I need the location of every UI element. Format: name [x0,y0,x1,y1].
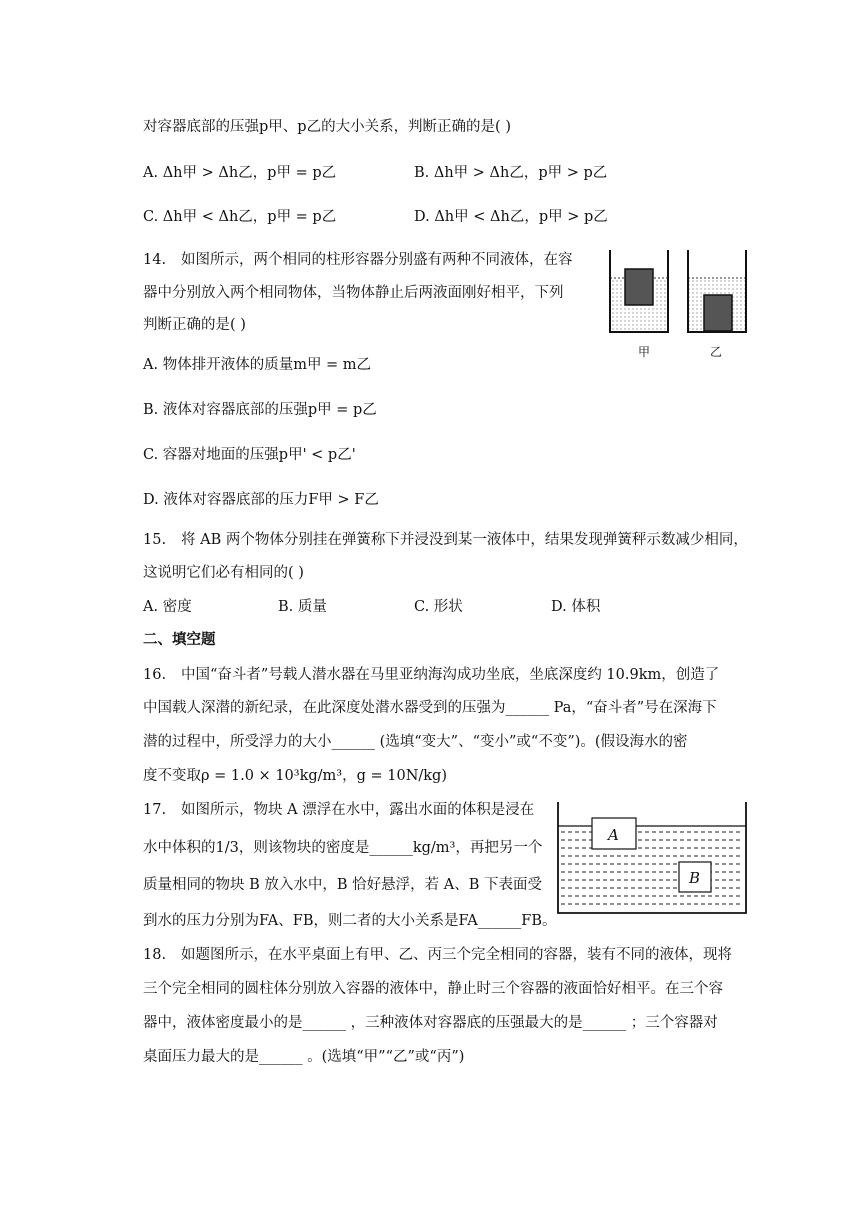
q18-line-1 [143,945,732,965]
q18-line-3: 器中，液体密度最小的是______ ，三种液体对容器底的压强最大的是______ ；三个容器对 [143,1015,718,1031]
q16-line-3: 潜的过程中，所受浮力的大小______ (选填“变大”、“变小”或“不变”)。(假设海水的密 [143,734,688,750]
q16-line-1 [143,665,719,685]
q15-option-d: D. 体积 [551,599,601,615]
q14-object-yi [704,295,732,331]
q14-text-1: 如图所示，两个相同的柱形容器分别盛有两种不同液体，在容 [181,252,573,268]
q13-option-a: A. Δh甲 > Δh乙，p甲 = p乙 [143,165,337,181]
q18-number: 18. [143,947,167,963]
q18-text-1: 如题图所示，在水平桌面上有甲、乙、丙三个完全相同的容器，装有不同的液体，现将 [181,947,732,963]
q14-option-c: C. 容器对地面的压强p甲' < p乙' [143,447,356,463]
q15-line-1 [143,530,748,550]
q17-line-3: 质量相同的物块 B 放入水中，B 恰好悬浮，若 A、B 下表面受 [143,877,542,893]
q13-option-d: D. Δh甲 < Δh乙，p甲 > p乙 [414,209,608,225]
q16-number: 16. [143,667,167,683]
q17-label-a: A [608,826,619,844]
q14-label-yi: 乙 [710,345,723,359]
q14-line-3: 判断正确的是( ) [143,317,246,333]
q14-line-1 [143,250,573,270]
q17-line-1 [143,800,534,820]
section-title: 二、填空题 [143,632,216,648]
q16-line-2: 中国载人深潜的新纪录，在此深度处潜水器受到的压强为______ Pa，“奋斗者”号在深海下 [143,700,717,716]
q17-label-b: B [689,869,701,887]
q15-text-1: 将 AB 两个物体分别挂在弹簧称下并浸没到某一液体中，结果发现弹簧秤示数减少相同， [181,532,748,548]
q17-line-2: 水中体积的1/3，则该物块的密度是______kg/m³，再把另一个 [143,840,543,856]
q13-stem-tail: 对容器底部的压强p甲、p乙的大小关系，判断正确的是( ) [143,119,511,135]
q14-line-2: 器中分别放入两个相同物体，当物体静止后两液面刚好相平，下列 [143,285,564,301]
q14-label-jia: 甲 [638,345,651,359]
q14-figure [600,248,750,363]
q14-number: 14. [143,252,167,268]
q15-option-b: B. 质量 [278,599,327,615]
q18-line-2: 三个完全相同的圆柱体分别放入容器的液体中，静止时三个容器的液面恰好相平。在三个容 [143,981,723,997]
q17-text-1: 如图所示，物块 A 漂浮在水中，露出水面的体积是浸在 [181,802,535,818]
q15-number: 15. [143,532,167,548]
q14-option-a: A. 物体排开液体的质量m甲 = m乙 [143,357,372,373]
q13-option-c: C. Δh甲 < Δh乙，p甲 = p乙 [143,209,337,225]
q14-object-jia [625,269,653,305]
q15-option-a: A. 密度 [143,599,192,615]
q17-figure [555,800,750,918]
q17-number: 17. [143,802,167,818]
q15-option-c: C. 形状 [414,599,463,615]
q13-option-b: B. Δh甲 > Δh乙，p甲 > p乙 [414,165,608,181]
q14-option-b: B. 液体对容器底部的压强p甲 = p乙 [143,402,377,418]
q18-line-4: 桌面压力最大的是______ 。(选填“甲”“乙”或“丙”) [143,1049,465,1065]
q14-option-d: D. 液体对容器底部的压力F甲 > F乙 [143,492,379,508]
q15-line-2: 这说明它们必有相同的( ) [143,565,304,581]
q17-line-4: 到水的压力分别为FA、FB，则二者的大小关系是FA______FB。 [143,913,557,929]
q16-line-4: 度不变取ρ = 1.0 × 10³kg/m³，g = 10N/kg) [143,768,447,784]
q16-text-1: 中国“奋斗者”号载人潜水器在马里亚纳海沟成功坐底，坐底深度约 10.9km，创造了 [181,667,720,683]
